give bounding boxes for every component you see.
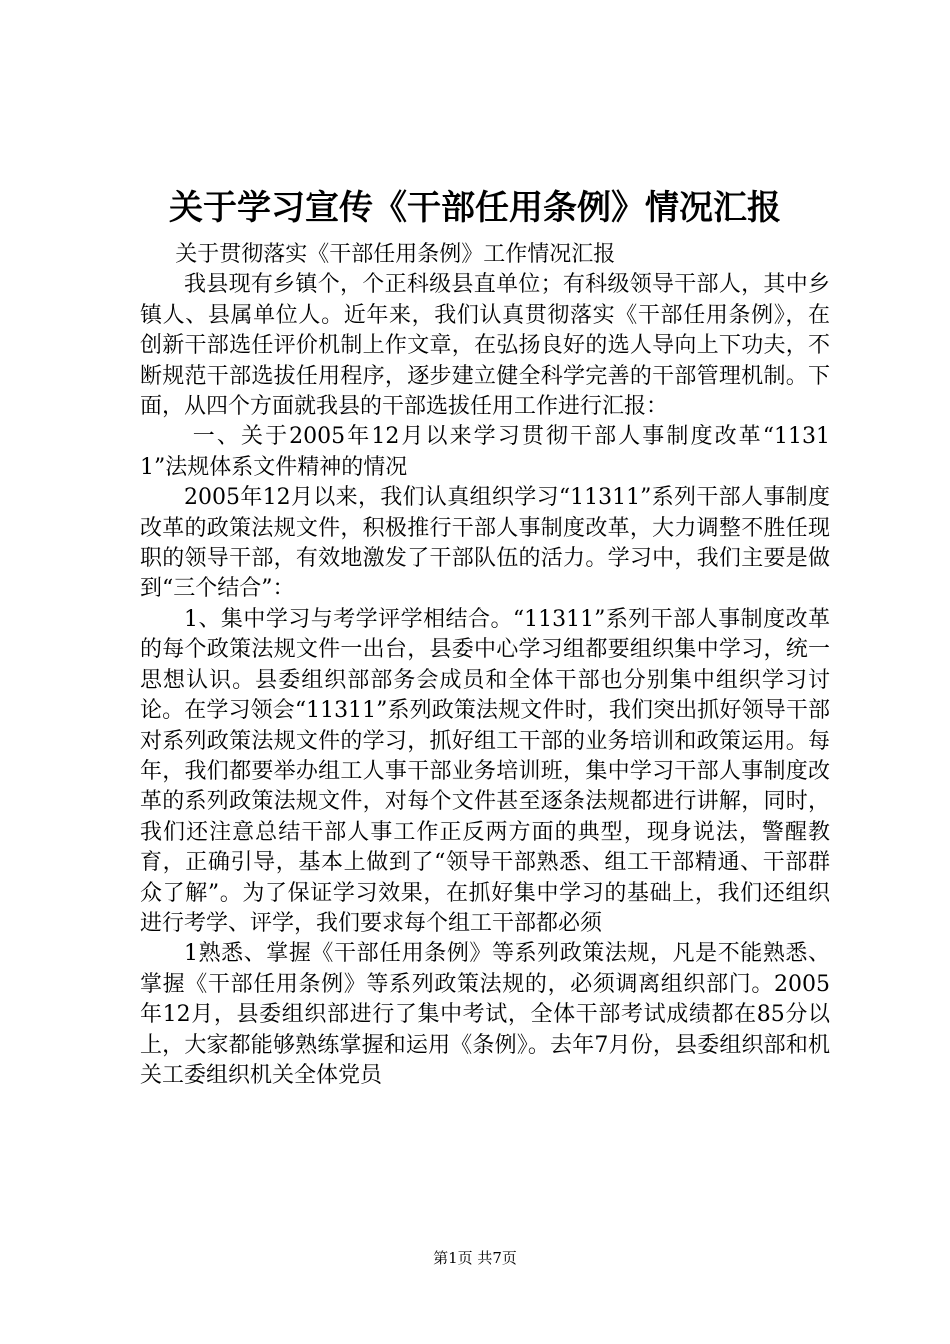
document-body [140,240,830,1091]
paragraph-intro: 我县现有乡镇个，个正科级县直单位；有科级领导干部人，其中乡镇人、县属单位人。近年来，我们认真贯彻落实《干部任用条例》，在创新干部选任评价机制上作文章，在弘扬良好的选人导向上下功夫，不断规范干部选拔任用程序，逐步建立健全科学完善的干部管理机制。下面，从四个方面就我县的干部选拔任用工作进行汇报： [140,272,830,420]
paragraph-point-1: 1、集中学习与考学评学相结合。“11311”系列干部人事制度改革的每个政策法规文件一出台，县委中心学习组都要组织集中学习，统一思想认识。县委组织部部务会成员和全体干部也分别集中组织学习讨论。在学习领会“11311”系列政策法规文件时，我们突出抓好领导干部对系列政策法规文件的学习，抓好组工干部的业务培训和政策运用。每年，我们都要举办组工人事干部业务培训班，集中学习干部人事制度改革的系列政策法规文件，对每个文件甚至逐条法规都进行讲解，同时，我们还注意总结干部人事工作正反两方面的典型，现身说法，警醒教育，正确引导，基本上做到了“领导干部熟悉、组工干部精通、干部群众了解”。为了保证学习效果，在抓好集中学习的基础上，我们还组织进行考学、评学，我们要求每个组工干部都必须 [140,606,830,936]
document-subtitle: 关于贯彻落实《干部任用条例》工作情况汇报 [175,242,616,267]
document-title: 关于学习宣传《干部任用条例》情况汇报 [169,188,781,228]
paragraph-study-overview: 2005年12月以来，我们认真组织学习“11311”系列干部人事制度改革的政策法规文件，积极推行干部人事制度改革，大力调整不胜任现职的领导干部，有效地激发了干部队伍的活力。学习中，我们主要是做到“三个结合”： [140,485,830,602]
page-footer: 第1页 共7页 [433,1249,517,1267]
paragraph-requirements: 1熟悉、掌握《干部任用条例》等系列政策法规，凡是不能熟悉、掌握《干部任用条例》等系列政策法规的，必须调离组织部门。2005年12月，县委组织部进行了集中考试，全体干部考试成绩都在85分以上，大家都能够熟练掌握和运用《条例》。去年7月份，县委组织部和机关工委组织机关全体党员 [140,941,830,1088]
section-heading-1: 一、关于2005年12月以来学习贯彻干部人事制度改革“11311”法规体系文件精神的情况 [140,424,830,480]
